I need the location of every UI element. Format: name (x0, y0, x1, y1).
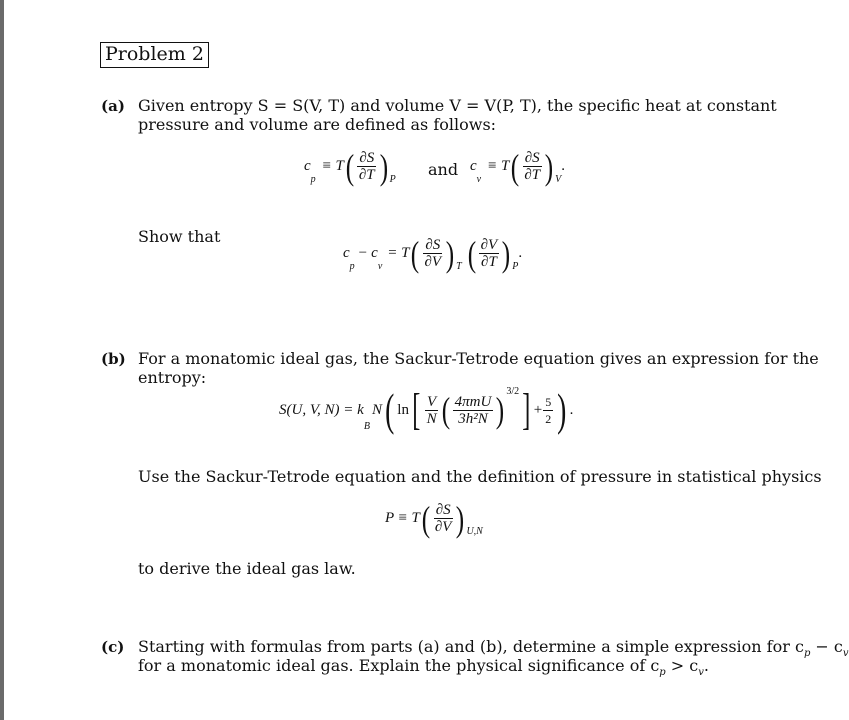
subscript-v: V (555, 174, 562, 185)
equiv-t: ≡ T (487, 158, 510, 174)
cv-symbol: c (470, 158, 477, 174)
fraction-denominator: ∂T (524, 167, 541, 183)
fraction-denominator: N (426, 410, 437, 427)
subscript-v: v (698, 667, 704, 679)
entropy-lhs: S(U, V, N) = k (279, 401, 364, 418)
period: . (561, 158, 565, 174)
plus-sign: + (533, 401, 543, 418)
problem-title: Problem 2 (100, 42, 209, 68)
subscript-p: P (389, 174, 396, 185)
fraction-denominator: ∂V (434, 519, 452, 535)
left-paren: ( (345, 146, 355, 187)
right-paren: ) (456, 498, 465, 539)
part-a-label: (a) (101, 97, 125, 115)
minus-cv: − c (810, 637, 843, 656)
show-that-text: Show that (138, 227, 221, 246)
equals-t: = T (387, 245, 410, 261)
cv-symbol: c (371, 245, 378, 261)
left-paren: ( (441, 390, 450, 430)
cp-subscript: p (349, 261, 355, 272)
equation-cp-minus-cv (343, 233, 523, 274)
subscript-un: U,N (466, 526, 483, 537)
fraction-denominator: ∂T (358, 167, 375, 183)
period: . (703, 656, 709, 675)
partial-fraction (522, 150, 542, 183)
part-b-intro-line1: For a monatomic ideal gas, the Sackur-Tetrode equation gives an expression for the (138, 349, 819, 368)
fraction-numerator: ∂S (425, 237, 441, 253)
right-paren: ) (445, 233, 455, 274)
subscript-p: P (512, 261, 519, 272)
fraction-numerator: 5 (545, 394, 552, 409)
fraction-numerator: ∂S (359, 150, 375, 166)
cp-subscript: p (310, 174, 316, 185)
kb-subscript: B (363, 421, 370, 432)
equation-cp-definition (304, 146, 396, 187)
cv-subscript: v (377, 261, 383, 272)
subscript-v: v (842, 648, 849, 660)
n-factor: N (371, 401, 382, 418)
subscript-t: T (456, 261, 462, 272)
right-paren: ) (502, 233, 511, 274)
subscript-p: p (803, 648, 811, 660)
fraction-denominator: ∂T (481, 254, 497, 270)
part-a-intro-line1: Given entropy S = S(V, T) and volume V = V(P, T), the specific heat at constant (138, 96, 777, 115)
right-bracket: ] (522, 385, 531, 434)
subscript-p: p (659, 667, 666, 679)
part-c-line2-text: for a monatomic ideal gas. Explain the physical significance of c (138, 656, 660, 675)
left-paren: ( (411, 233, 420, 274)
v-over-n-fraction (425, 394, 439, 427)
partial-fraction (357, 150, 377, 183)
left-paren: ( (467, 233, 476, 274)
right-big-paren: ) (557, 384, 567, 435)
part-c-line1-text: Starting with formulas from parts (a) and (b), determine a simple expression for c (138, 637, 804, 656)
left-big-paren: ( (385, 384, 395, 435)
period: . (518, 245, 523, 261)
sackur-tetrode-equation (279, 384, 574, 435)
greater-than-cv: > c (665, 656, 699, 675)
left-paren: ( (421, 498, 431, 539)
part-c-line2 (138, 656, 709, 682)
part-b-label: (b) (101, 350, 126, 368)
part-b-intro-line2: entropy: (138, 368, 207, 387)
fraction-numerator: ∂S (524, 150, 540, 166)
fraction-denominator: 3h²N (458, 410, 488, 427)
pressure-definition-equation (385, 498, 483, 539)
left-paren: ( (511, 146, 520, 187)
right-paren: ) (379, 146, 388, 187)
ln-operator: ln (397, 401, 409, 418)
exponent: 3/2 (506, 386, 520, 397)
period: . (569, 401, 574, 418)
left-bracket: [ (412, 385, 421, 434)
fraction-numerator: 4πmU (454, 393, 492, 410)
pressure-lhs: P ≡ T (385, 510, 420, 526)
equation-cv-definition (470, 146, 565, 187)
partial-fraction (479, 237, 500, 270)
fraction-denominator: ∂V (424, 254, 442, 270)
fraction-numerator: ∂S (435, 502, 451, 518)
part-a-intro-line2: pressure and volume are defined as follows: (138, 115, 497, 134)
derive-text: to derive the ideal gas law. (138, 559, 356, 578)
and-word: and (428, 160, 459, 179)
part-c-label: (c) (101, 638, 125, 656)
fraction-numerator: V (427, 393, 437, 410)
cp-symbol: c (304, 158, 311, 174)
fraction-denominator: 2 (545, 411, 552, 426)
minus-sign: − (358, 245, 368, 261)
partial-fraction (422, 237, 443, 270)
right-paren: ) (496, 390, 505, 430)
use-equation-text: Use the Sackur-Tetrode equation and the definition of pressure in statistical physics (138, 467, 822, 486)
equiv-t: ≡ T (321, 158, 344, 174)
fraction-numerator: ∂V (480, 237, 498, 253)
right-paren: ) (544, 146, 554, 187)
page-left-border (0, 0, 4, 720)
energy-fraction (453, 394, 494, 427)
five-halves-fraction (543, 394, 553, 427)
partial-fraction (433, 502, 454, 535)
cp-symbol: c (343, 245, 350, 261)
cv-subscript: v (476, 174, 482, 185)
